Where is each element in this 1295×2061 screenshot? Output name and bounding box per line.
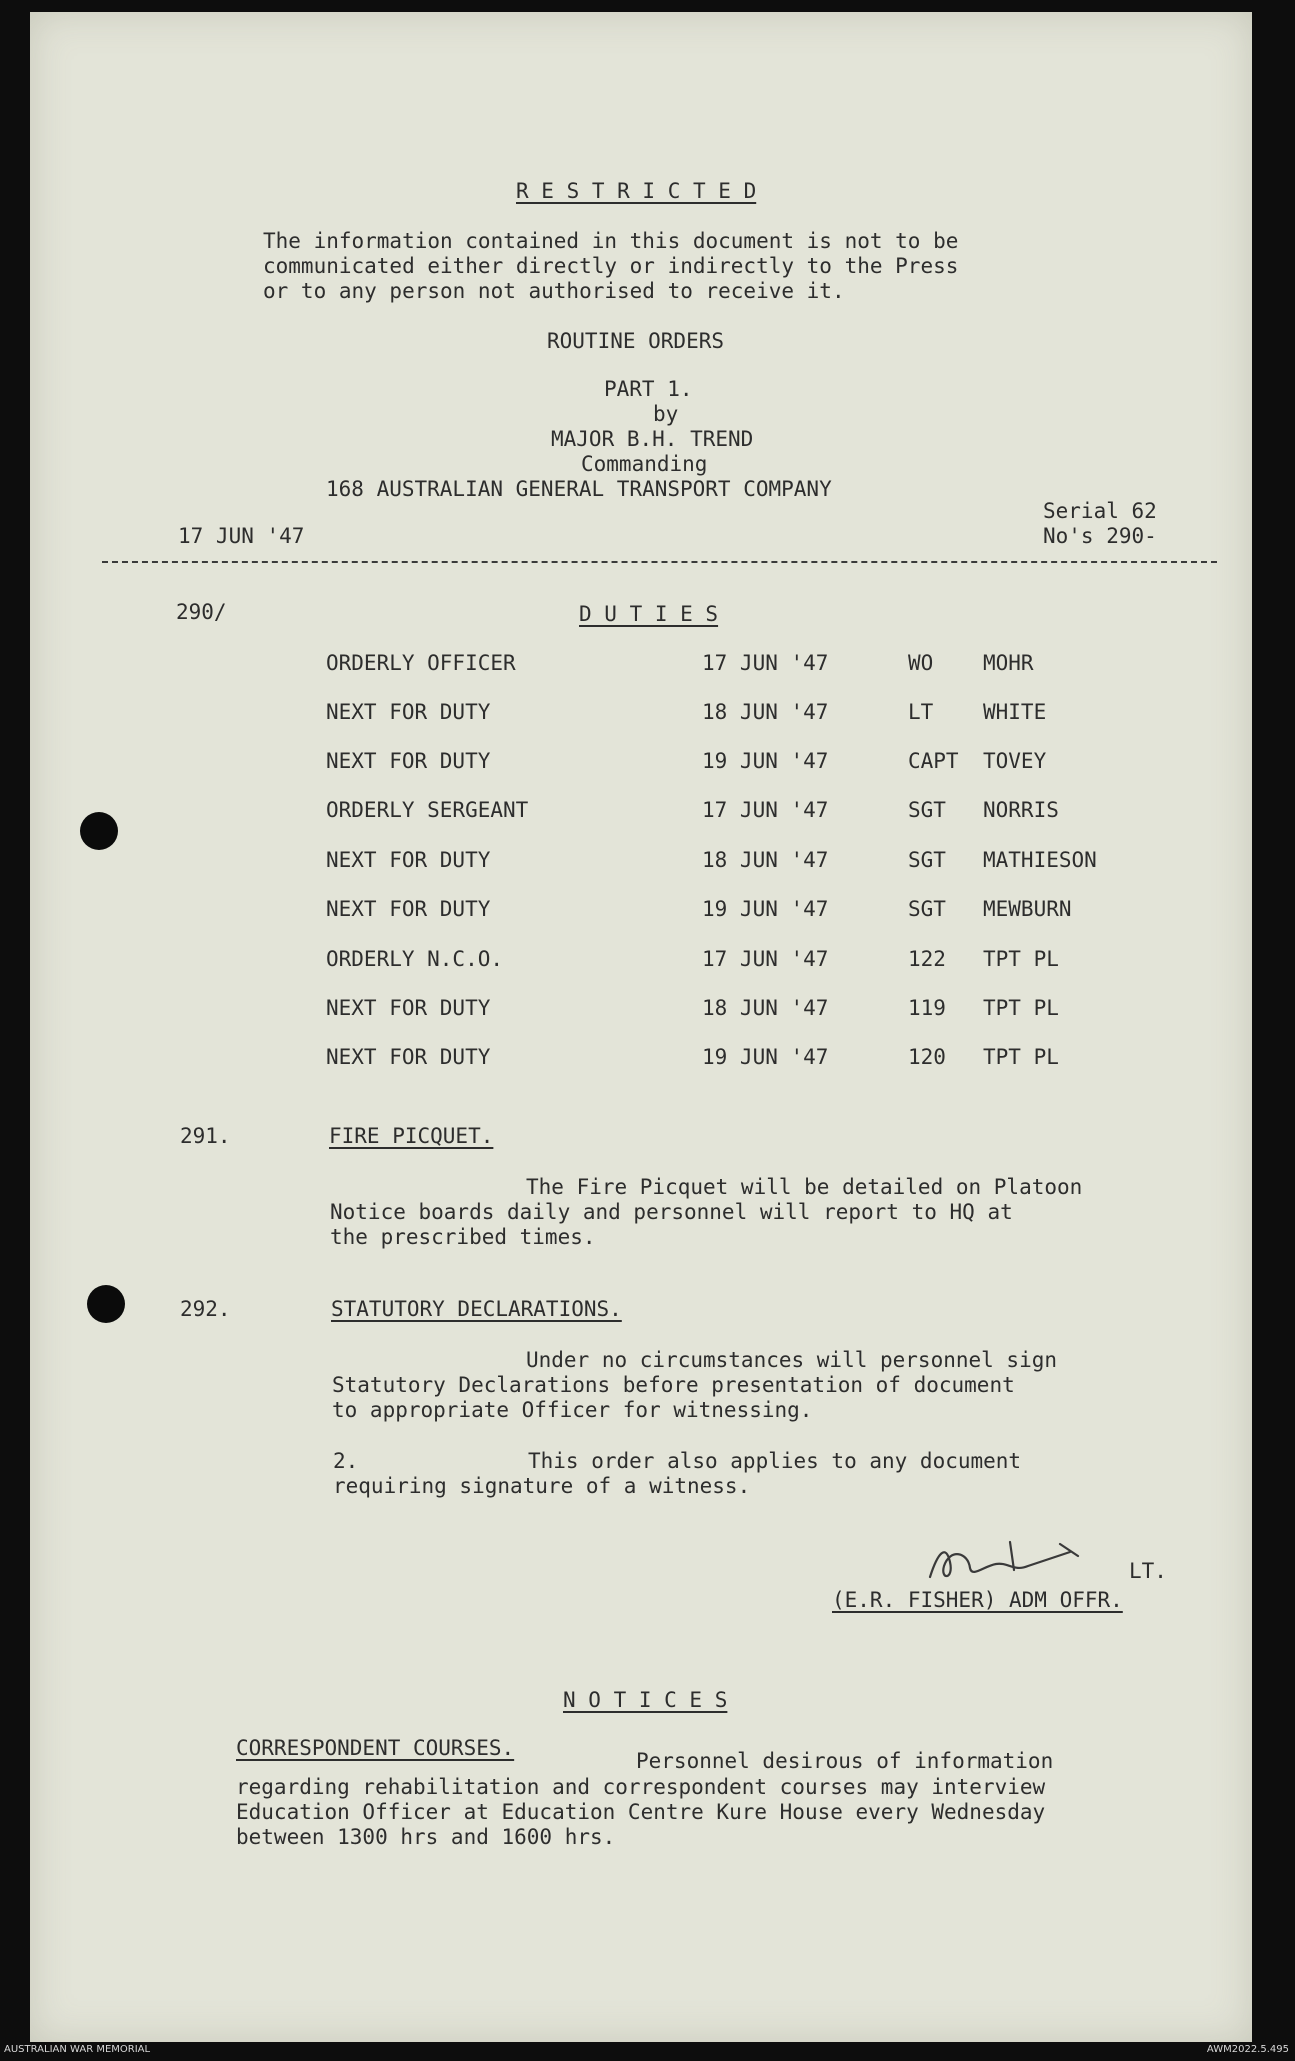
part-label: PART 1.: [604, 377, 693, 401]
date-cell: 19 JUN '47: [702, 897, 829, 921]
rank-cell: SGT: [908, 848, 946, 872]
duty-cell: NEXT FOR DUTY: [326, 996, 491, 1020]
rank-cell: WO: [908, 651, 934, 675]
notices-line-2: regarding rehabilitation and correspondent courses may interview: [236, 1775, 1046, 1799]
statutory-para-2-line-1: This order also applies to any document: [528, 1449, 1022, 1473]
duty-cell: ORDERLY OFFICER: [326, 651, 516, 675]
statutory-order-number: 292.: [180, 1297, 231, 1321]
correspondent-courses-heading: CORRESPONDENT COURSES.: [236, 1736, 515, 1760]
duty-cell: NEXT FOR DUTY: [326, 1045, 491, 1069]
duty-cell: ORDERLY N.C.O.: [326, 947, 504, 971]
signature-rank: LT.: [1129, 1559, 1167, 1583]
date-cell: 19 JUN '47: [702, 1045, 829, 1069]
duty-cell: NEXT FOR DUTY: [326, 897, 491, 921]
date-cell: 17 JUN '47: [702, 651, 829, 675]
name-cell: MEWBURN: [983, 897, 1072, 921]
warning-line-3: or to any person not authorised to receive it.: [263, 279, 845, 303]
order-numbers: No's 290-: [1043, 524, 1157, 548]
duty-cell: NEXT FOR DUTY: [326, 700, 491, 724]
rank-cell: LT: [908, 700, 934, 724]
name-cell: TPT PL: [983, 1045, 1059, 1069]
date-cell: 17 JUN '47: [702, 798, 829, 822]
fire-picquet-order-number: 291.: [180, 1124, 231, 1148]
rank-cell: CAPT: [908, 749, 959, 773]
commander-name: MAJOR B.H. TREND: [551, 427, 754, 451]
duty-cell: ORDERLY SERGEANT: [326, 798, 529, 822]
rank-cell: 120: [908, 1045, 946, 1069]
footer-right: AWM2022.5.495: [1206, 2044, 1289, 2055]
name-cell: TPT PL: [983, 947, 1059, 971]
date-cell: 18 JUN '47: [702, 996, 829, 1020]
serial-number: Serial 62: [1043, 499, 1157, 523]
date-cell: 18 JUN '47: [702, 700, 829, 724]
date-cell: 17 JUN '47: [702, 947, 829, 971]
classification-heading: R E S T R I C T E D: [516, 179, 757, 203]
punch-hole-upper: [80, 812, 118, 850]
commanding-label: Commanding: [581, 452, 708, 476]
by-label: by: [653, 402, 679, 426]
name-cell: MOHR: [983, 651, 1034, 675]
signature-name: (E.R. FISHER) ADM OFFR.: [832, 1588, 1123, 1612]
warning-line-1: The information contained in this document is not to be: [263, 229, 959, 253]
notices-line-1: Personnel desirous of information: [636, 1749, 1054, 1773]
rank-cell: 119: [908, 996, 946, 1020]
rank-cell: SGT: [908, 798, 946, 822]
name-cell: NORRIS: [983, 798, 1059, 822]
fire-picquet-line-2: Notice boards daily and personnel will report to HQ at: [330, 1200, 1013, 1224]
handwritten-signature: [910, 1522, 1110, 1592]
name-cell: TPT PL: [983, 996, 1059, 1020]
duty-cell: NEXT FOR DUTY: [326, 749, 491, 773]
notices-heading: N O T I C E S: [563, 1688, 728, 1712]
name-cell: WHITE: [983, 700, 1047, 724]
fire-picquet-heading: FIRE PICQUET.: [329, 1124, 494, 1148]
statutory-line-1: Under no circumstances will personnel sign: [526, 1348, 1058, 1372]
statutory-line-3: to appropriate Officer for witnessing.: [332, 1398, 813, 1422]
document-date: 17 JUN '47: [178, 524, 305, 548]
statutory-line-2: Statutory Declarations before presentation of document: [332, 1373, 1015, 1397]
header-divider: [102, 561, 1217, 563]
statutory-para-2-line-2: requiring signature of a witness.: [333, 1474, 751, 1498]
duties-heading: D U T I E S: [579, 602, 719, 626]
unit-name: 168 AUSTRALIAN GENERAL TRANSPORT COMPANY: [326, 477, 832, 501]
name-cell: TOVEY: [983, 749, 1047, 773]
date-cell: 19 JUN '47: [702, 749, 829, 773]
notices-line-4: between 1300 hrs and 1600 hrs.: [236, 1825, 616, 1849]
statutory-heading: STATUTORY DECLARATIONS.: [331, 1297, 622, 1321]
duties-order-number: 290/: [176, 600, 227, 624]
warning-line-2: communicated either directly or indirectly to the Press: [263, 254, 959, 278]
document-page: [30, 12, 1252, 2042]
fire-picquet-line-1: The Fire Picquet will be detailed on Platoon: [526, 1175, 1083, 1199]
rank-cell: 122: [908, 947, 946, 971]
name-cell: MATHIESON: [983, 848, 1097, 872]
rank-cell: SGT: [908, 897, 946, 921]
statutory-para-2-number: 2.: [333, 1449, 359, 1473]
punch-hole-lower: [87, 1285, 125, 1323]
document-title: ROUTINE ORDERS: [547, 329, 725, 353]
notices-line-3: Education Officer at Education Centre Kure House every Wednesday: [236, 1800, 1046, 1824]
duty-cell: NEXT FOR DUTY: [326, 848, 491, 872]
fire-picquet-line-3: the prescribed times.: [330, 1225, 596, 1249]
footer-left: AUSTRALIAN WAR MEMORIAL: [4, 2044, 151, 2055]
date-cell: 18 JUN '47: [702, 848, 829, 872]
